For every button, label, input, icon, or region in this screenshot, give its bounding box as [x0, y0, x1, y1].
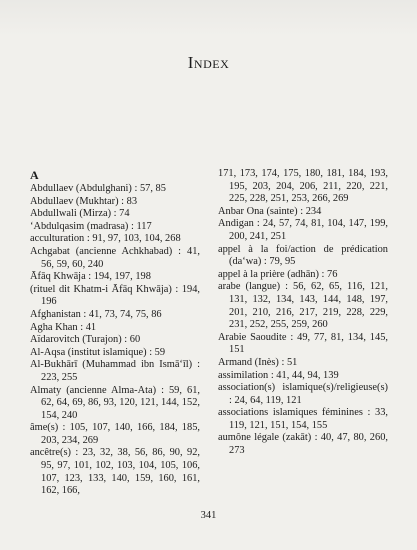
- index-entry: association(s) islamique(s)/religieuse(s) : 24, 64, 119, 121: [218, 382, 388, 406]
- index-entry: aumône légale (zakāt) : 40, 47, 80, 260, 273: [218, 432, 388, 457]
- index-entry: Almaty (ancienne Alma-Ata) : 59, 61, 62, 64, 69, 86, 93, 120, 121, 144, 152, 154, 240: [30, 384, 200, 421]
- index-entry: âme(s) : 105, 107, 140, 166, 184, 185, 203, 234, 269: [30, 422, 200, 446]
- index-entry: Andigan : 24, 57, 74, 81, 104, 147, 199, 200, 241, 251: [218, 218, 388, 242]
- index-entry: Afghanistan : 41, 73, 74, 75, 86: [30, 308, 162, 320]
- index-entry: ‘Abdulqasim (madrasa) : 117: [30, 220, 152, 232]
- index-entry: acculturation : 91, 97, 103, 104, 268: [30, 233, 181, 245]
- page-number: 341: [200, 510, 217, 521]
- index-entry: Arabie Saoudite : 49, 77, 81, 134, 145, 151: [218, 331, 388, 356]
- index-entry: Achgabat (ancienne Achkhabad) : 41, 56, 59, 60, 240: [30, 245, 200, 270]
- index-entry: ancêtre(s) : 23, 32, 38, 56, 86, 90, 92, 95, 97, 101, 102, 103, 104, 105, 106, 107, 123, 133, 140, 159, 160, 161, 162, 166,: [30, 447, 200, 497]
- index-entry: Al-Bukhārī (Muhammad ibn Ismā‘īl) : 223, 255: [30, 359, 200, 383]
- left-column: [30, 168, 200, 498]
- right-column: [218, 168, 388, 458]
- index-entry: (rituel dit Khatm-i Āfāq Khwāja) : 194, 196: [30, 283, 200, 308]
- page-title: Index: [187, 53, 230, 72]
- section-letter: A: [30, 168, 39, 182]
- index-entry: associations islamiques féminines : 33, 119, 121, 151, 154, 155: [218, 407, 388, 431]
- index-entry: arabe (langue) : 56, 62, 65, 116, 121, 131, 132, 134, 143, 144, 148, 197, 201, 210, 216, 217, 219, 228, 229, 231, 252, 255, 259, 260: [218, 281, 388, 331]
- index-entry: appel à la prière (adhān) : 76: [218, 268, 338, 280]
- bleed-through-text: [0, 0, 417, 36]
- index-entry: Al-Aqsa (institut islamique) : 59: [30, 346, 166, 358]
- index-entry: Abdullaev (Abdulghani) : 57, 85: [30, 183, 166, 194]
- index-entry: Armand (Inès) : 51: [218, 356, 298, 368]
- index-entry: Abdullaev (Mukhtar) : 83: [30, 195, 138, 207]
- index-entry: assimilation : 41, 44, 94, 139: [218, 369, 339, 381]
- index-entry: Abdullwali (Mirza) : 74: [30, 208, 130, 220]
- index-entry: Anbar Ona (sainte) : 234: [218, 205, 322, 217]
- index-entry: Aïdarovitch (Turajon) : 60: [30, 334, 141, 346]
- index-entry: Agha Khan : 41: [30, 321, 97, 333]
- index-entry: Āfāq Khwāja : 194, 197, 198: [30, 271, 151, 283]
- index-entry: appel à la foi/action de prédication (da‘wa) : 79, 95: [218, 243, 388, 268]
- index-entry: 171, 173, 174, 175, 180, 181, 184, 193, 195, 203, 204, 206, 211, 220, 221, 225, 228, 251, 253, 266, 269: [218, 168, 388, 205]
